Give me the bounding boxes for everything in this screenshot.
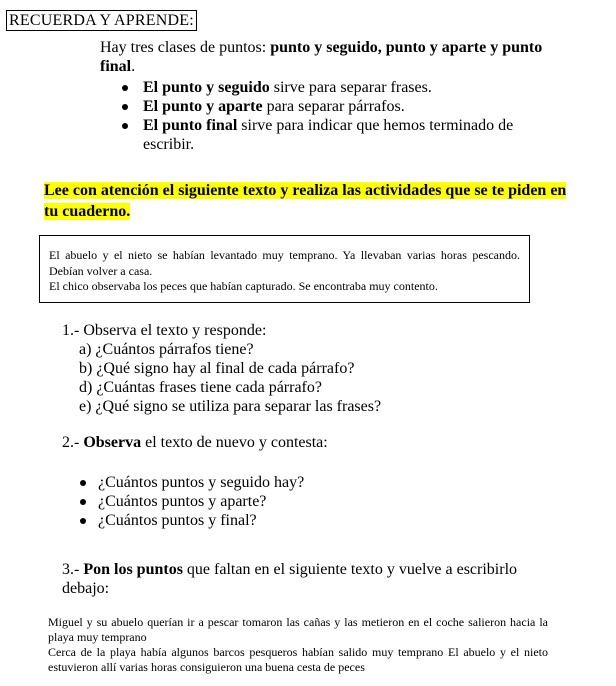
question-text: ¿Cuántos puntos y seguido hay? xyxy=(98,474,305,491)
question-item xyxy=(79,511,304,530)
question-item: b) ¿Qué signo hay al final de cada párrafo? xyxy=(79,360,355,377)
rule-item xyxy=(118,97,548,116)
bullet-icon xyxy=(80,480,86,486)
rule-description: sirve para indicar que hemos terminado de escribir. xyxy=(143,117,514,153)
bullet-icon xyxy=(122,123,128,129)
instruction-text: Lee con atención el siguiente texto y realiza las actividades que se te piden en tu cuaderno. xyxy=(44,182,567,220)
intro-paragraph xyxy=(100,38,570,76)
reading-text-box xyxy=(39,235,530,303)
header-title: RECUERDA Y APRENDE: xyxy=(9,12,194,29)
reading-paragraph-1: El abuelo y el nieto se habían levantado muy temprano. Ya llevaban varias horas pescando. Debían volver a casa. xyxy=(49,248,520,278)
intro-end: . xyxy=(131,58,136,75)
section-3-rest: que faltan en el siguiente texto y vuelve a escribirlo debajo: xyxy=(62,561,518,597)
exercise-passage xyxy=(48,615,548,675)
rule-description: sirve para separar frases. xyxy=(269,79,432,96)
question-item xyxy=(79,473,304,492)
section-2-rest: el texto de nuevo y contesta: xyxy=(141,434,328,451)
rule-description: para separar párrafos. xyxy=(262,98,405,115)
section-header xyxy=(6,10,197,31)
question-item: a) ¿Cuántos párrafos tiene? xyxy=(79,341,254,358)
section-2-questions xyxy=(79,473,304,530)
bullet-icon xyxy=(122,85,128,91)
section-2-number: 2.- xyxy=(62,434,84,451)
reading-paragraph-2: El chico observaba los peces que habían capturado. Se encontraba muy contento. xyxy=(49,279,438,293)
intro-bold: punto y seguido, punto y aparte y punto final xyxy=(100,39,543,75)
rule-term: El punto y seguido xyxy=(143,79,270,96)
intro-text: Hay tres clases de puntos: xyxy=(100,39,271,56)
rule-term: El punto final xyxy=(143,117,238,134)
rules-list xyxy=(118,78,548,154)
section-3-number: 3.- xyxy=(62,561,84,578)
rule-item xyxy=(118,78,548,97)
bullet-icon xyxy=(122,104,128,110)
section-1-questions xyxy=(79,340,381,416)
section-2-bold: Observa xyxy=(83,434,142,451)
instruction-highlight xyxy=(44,180,574,222)
question-item: d) ¿Cuántas frases tiene cada párrafo? xyxy=(79,379,322,396)
rule-term: El punto y aparte xyxy=(143,98,263,115)
section-2-title xyxy=(62,433,328,452)
question-text: ¿Cuántos puntos y final? xyxy=(98,512,257,529)
section-3-title xyxy=(62,560,542,598)
bullet-icon xyxy=(80,518,86,524)
question-item: e) ¿Qué signo se utiliza para separar las frases? xyxy=(79,398,382,415)
question-item xyxy=(79,492,304,511)
question-text: ¿Cuántos puntos y aparte? xyxy=(98,493,267,510)
section-3-bold: Pon los puntos xyxy=(83,561,183,578)
passage-paragraph-2: Cerca de la playa había algunos barcos pesqueros habían salido muy temprano El abuelo y el nieto estuvieron allí varias horas consiguieron una buena cesta de peces xyxy=(48,645,548,674)
passage-paragraph-1: Miguel y su abuelo querían ir a pescar tomaron las cañas y las metieron en el coche salieron hacia la playa muy temprano xyxy=(48,615,548,644)
section-1-title: 1.- Observa el texto y responde: xyxy=(62,322,267,339)
rule-item xyxy=(118,116,548,154)
bullet-icon xyxy=(80,499,86,505)
